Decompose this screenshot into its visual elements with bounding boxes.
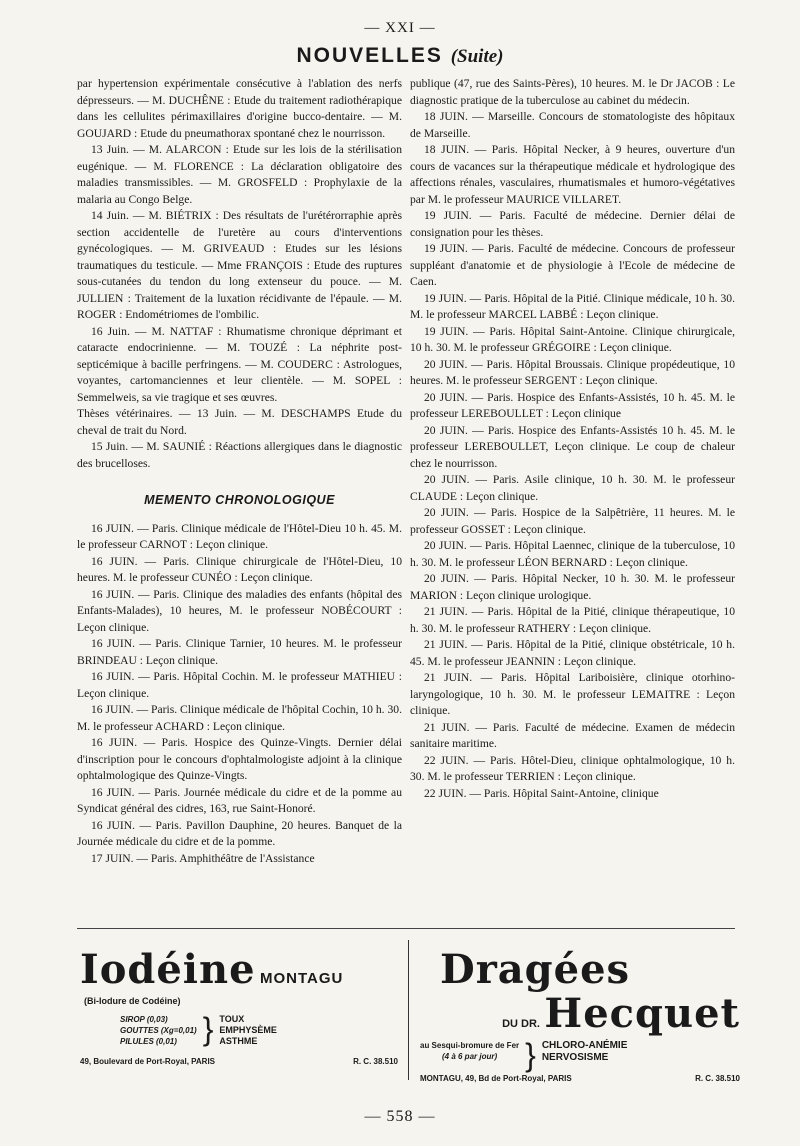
ad-iodeine-forms-block <box>120 1011 398 1047</box>
ad-iodeine-ref: R. C. 38.510 <box>353 1057 398 1066</box>
ad-iodeine-address: 49, Boulevard de Port-Royal, PARIS <box>80 1057 215 1066</box>
memento-entry: 16 JUIN. — Paris. Hôpital Cochin. M. le professeur MATHIEU : Leçon clinique. <box>77 670 402 700</box>
memento-entry: 21 JUIN. — Paris. Faculté de médecine. Examen de médecin sanitaire maritime. <box>410 720 735 750</box>
memento-entry: 20 JUIN. — Paris. Hospice de la Salpêtrière, 11 heures. M. le professeur GOSSET : Leçon clinique. <box>410 506 735 536</box>
memento-entry: 20 JUIN. — Paris. Hôpital Laennec, clinique de la tuberculose, 10 h. 30. M. le professeur LÉON BERNARD : Leçon clinique. <box>410 539 735 569</box>
memento-entry: 20 JUIN. — Paris. Hospice des Enfants-Assistés 10 h. 45. M. le professeur LEREBOULLET, Leçon clinique. Le coup de chaleur chez le nourrisson. <box>410 423 735 470</box>
roman-page-number: — XXI — <box>364 20 436 36</box>
memento-entry: 18 JUIN. — Marseille. Concours de stomatologiste des hôpitaux de Marseille. <box>410 110 735 140</box>
ad-iodeine-indication: ASTHME <box>219 1036 258 1046</box>
paragraph: 16 Juin. — M. NATTAF : Rhumatisme chronique déprimant et cataracte endocrinienne. — M. TOUZÉ : La néphrite post-septicémique à bacille perfringens. — M. COUDERC : Astrologues, voyantes, cartomanciennes et leur clientèle. — M. SOPEL : Semmelweis, sa vie tragique et ses œuvres. <box>77 324 402 404</box>
brace-icon: } <box>202 1011 214 1047</box>
memento-entry: 16 JUIN. — Paris. Journée médicale du cidre et de la pomme au Syndicat général des cidres, 163, rue Saint-Honoré. <box>77 785 402 815</box>
memento-entry: 21 JUIN. — Paris. Hôpital Lariboisière, clinique otorhino-laryngologique, 10 h. 30. M. le professeur LEMAITRE : Leçon clinique. <box>410 671 735 717</box>
ad-dragees-footer <box>420 1074 740 1083</box>
memento-entry: 19 JUIN. — Paris. Faculté de médecine. Concours de professeur suppléant d'anatomie et de physiologie à l'Ecole de médecine de Caen. <box>410 242 735 288</box>
memento-entry: 20 JUIN. — Paris. Asile clinique, 10 h. 30. M. le professeur CLAUDE : Leçon clinique. <box>410 473 735 503</box>
memento-entry: publique (47, rue des Saints-Pères), 10 heures. M. le Dr JACOB : Le diagnostic pratique de la tuberculose au cabinet du médecin. <box>410 77 735 107</box>
memento-entry: 19 JUIN. — Paris. Hôpital de la Pitié. Clinique médicale, 10 h. 30. M. le professeur MARCEL LABBÉ : Leçon clinique. <box>410 291 735 321</box>
memento-entry: 20 JUIN. — Paris. Hôpital Necker, 10 h. 30. M. le professeur MARION : Leçon clinique urologique. <box>410 572 735 602</box>
memento-entry: 22 JUIN. — Paris. Hôpital Saint-Antoine, clinique <box>424 786 659 800</box>
page-number: — 558 — <box>364 1108 436 1125</box>
memento-entry: 16 JUIN. — Paris. Clinique des maladies des enfants (hôpital des Enfants-Malades), 10 heures, M. le professeur NOBÉCOURT : Leçon clinique. <box>77 587 402 634</box>
paragraph: 14 Juin. — M. BIÉTRIX : Des résultats de l'urétérorraphie après section accidentelle de l'uretère au cours d'interventions gynécologiques. — M. GRIVEAUD : Etudes sur les lésions traumatiques du testicule. — Mme FRANÇOIS : Etude des ruptures sous-cutanées du tendon du long extenseur du pouce. — M. JULLIEN : Traitement de la luxation récidivante de l'épaule. — M. ROGER : Endométriomes de l'ombilic. <box>77 209 402 321</box>
memento-entry: 22 JUIN. — Paris. Hôtel-Dieu, clinique ophtalmologique, 10 h. 30. M. le professeur TERRIEN : Leçon clinique. <box>410 753 735 783</box>
memento-entry: 18 JUIN. — Paris. Hôpital Necker, à 9 heures, ouverture d'un cours de vacances sur la thérapeutique médicale et hydrologique des affections rénales, vasculaires, rhumatismales et humoro-végétatives par M. le professeur MAURICE VILLARET. <box>410 143 735 206</box>
ad-dragees-indication: NERVOSISME <box>541 1052 609 1063</box>
ad-iodeine-indication: TOUX <box>219 1014 245 1024</box>
ad-iodeine-footer <box>80 1057 398 1066</box>
memento-entry: 16 JUIN. — Paris. Clinique Tarnier, 10 heures. M. le professeur BRINDEAU : Leçon clinique. <box>77 637 402 667</box>
ad-dragees-indications <box>542 1040 628 1064</box>
ad-iodeine-indications <box>219 1014 277 1047</box>
ads-vertical-divider <box>408 940 409 1080</box>
memento-entry: 21 JUIN. — Paris. Hôpital de la Pitié, clinique thérapeutique, 10 h. 30. M. le professeur RATHERY : Leçon clinique. <box>410 605 735 635</box>
section-title <box>0 44 800 68</box>
ad-dragees-dose: (4 à 6 par jour) <box>442 1052 498 1061</box>
ad-iodeine-form: PILULES (0,01) <box>120 1037 177 1046</box>
paragraph: 15 Juin. — M. SAUNIÉ : Réactions allergiques dans le diagnostic des brucelloses. <box>77 440 402 470</box>
ad-iodeine-form: SIROP (0,03) <box>120 1015 168 1024</box>
ad-dragees-composition: au Sesqui-bromure de Fer <box>420 1041 520 1050</box>
memento-entry: 16 JUIN. — Paris. Clinique médicale de l'Hôtel-Dieu 10 h. 45. M. le professeur CARNOT : Leçon clinique. <box>77 521 402 551</box>
memento-entry: 16 JUIN. — Paris. Clinique chirurgicale de l'Hôtel-Dieu, 10 heures. M. le professeur CUNÉO : Leçon clinique. <box>77 554 402 584</box>
ad-dragees-indication: CHLORO-ANÉMIE <box>541 1040 628 1051</box>
ad-dragees-info <box>420 1037 740 1073</box>
memento-entry: 16 JUIN. — Paris. Hospice des Quinze-Vingts. Dernier délai d'inscription pour le concours d'ophtalmologiste adjoint à la clinique ophtalmologique des Quinze-Vingts. <box>77 736 402 782</box>
ad-iodeine-form: GOUTTES (Xg=0,01) <box>120 1026 197 1035</box>
memento-heading: MEMENTO CHRONOLOGIQUE <box>144 493 335 507</box>
ad-dragees-ref: R. C. 38.510 <box>695 1074 740 1083</box>
left-column <box>77 76 402 867</box>
ads-divider-line <box>77 928 735 929</box>
memento-entry: 19 JUIN. — Paris. Hôpital Saint-Antoine. Clinique chirurgicale, 10 h. 30. M. le professeur GRÉGOIRE : Leçon clinique. <box>410 324 735 354</box>
ad-dragees-du-dr: DU DR. <box>502 1018 540 1030</box>
memento-entry: 19 JUIN. — Paris. Faculté de médecine. Dernier délai de consignation pour les thèses. <box>410 209 735 239</box>
ad-dragees-address: MONTAGU, 49, Bd de Port-Royal, PARIS <box>420 1074 572 1083</box>
section-title-text: NOUVELLES <box>296 44 443 67</box>
ad-iodeine-indication: EMPHYSÈME <box>219 1025 277 1035</box>
memento-entry: 17 JUIN. — Paris. Amphithéâtre de l'Assistance <box>91 851 315 865</box>
paragraph: Thèses vétérinaires. — 13 Juin. — M. DESCHAMPS Etude du cheval de trait du Nord. <box>77 407 402 437</box>
ad-dragees-hecquet <box>420 948 740 1083</box>
memento-entry: 16 JUIN. — Paris. Clinique médicale de l'hôpital Cochin, 10 h. 30. M. le professeur ACHARD : Leçon clinique. <box>77 703 402 733</box>
ad-iodeine-brand-sub: MONTAGU <box>260 970 344 987</box>
ad-iodeine <box>80 948 398 1066</box>
ad-dragees-composition-block <box>420 1040 519 1062</box>
paragraph: 13 Juin. — M. ALARCON : Etude sur les lois de la stérilisation eugénique. — M. FLORENCE : La déclaration obligatoire des maladies transmissibles. — M. GROSFELD : Prophylaxie de la malaria au Congo Belge. <box>77 143 402 206</box>
paragraph: par hypertension expérimentale consécutive à l'ablation des nerfs dépresseurs. — M. DUCHÊNE : Etude du traitement radiothérapique dans les cellulites périmaxillaires d'origine bucco-dentaire. — M. GOUJARD : Etude du pneumathorax spontané chez le nourrisson. <box>77 77 402 140</box>
ad-iodeine-forms <box>120 1014 197 1047</box>
memento-entry: 20 JUIN. — Paris. Hôpital Broussais. Clinique propédeutique, 10 heures. M. le professeur SERGENT : Leçon clinique. <box>410 357 735 387</box>
right-column <box>410 76 735 802</box>
ad-dragees-brand2: Hecquet <box>544 990 740 1037</box>
ad-iodeine-brand: Iodéine <box>80 946 256 993</box>
memento-entry: 21 JUIN. — Paris. Hôpital de la Pitié, clinique obstétricale, 10 h. 45. M. le professeur JEANNIN : Leçon clinique. <box>410 638 735 668</box>
memento-entry: 20 JUIN. — Paris. Hospice des Enfants-Assistés, 10 h. 45. M. le professeur LEREBOULLET : Leçon clinique <box>410 390 735 420</box>
memento-entry: 16 JUIN. — Paris. Pavillon Dauphine, 20 heures. Banquet de la Journée médicale du cidre et de la pomme. <box>77 818 402 848</box>
ad-iodeine-subtitle: (Bi-Iodure de Codéine) <box>84 996 181 1006</box>
ad-dragees-brand-line <box>420 992 740 1036</box>
section-title-suite: (Suite) <box>450 46 504 67</box>
ad-dragees-brand: Dragées <box>440 946 631 993</box>
brace-icon: } <box>525 1037 536 1073</box>
